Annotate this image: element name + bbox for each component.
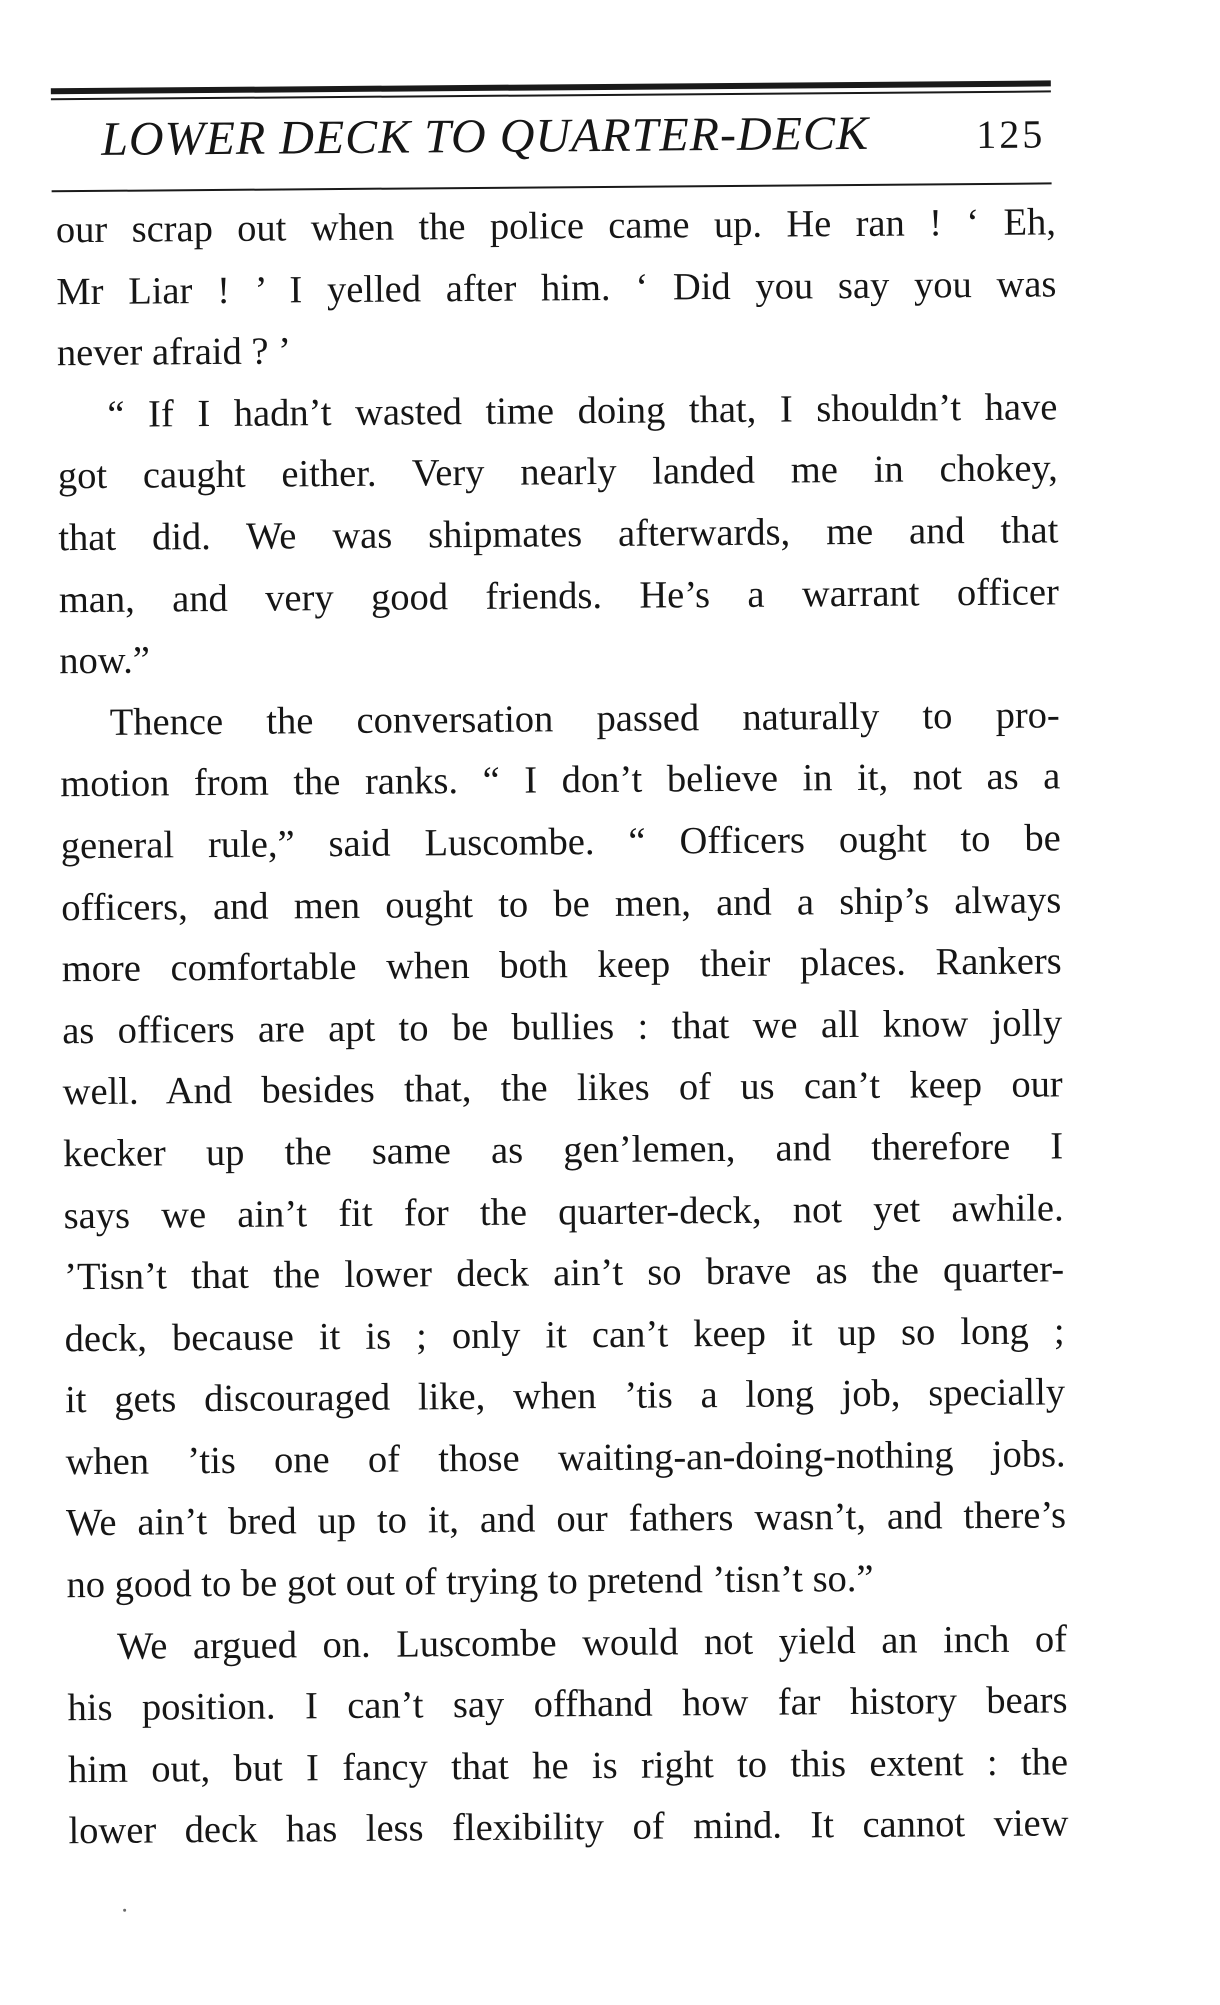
body-text — [56, 192, 1069, 1863]
text-line: general rule,” said Luscombe. “ Officers ought to be — [60, 817, 1061, 868]
text-line: We ain’t bred up to it, and our fathers wasn’t, and there’s — [65, 1494, 1067, 1545]
text-line: We argued on. Luscombe would not yield an inch of — [116, 1618, 1068, 1668]
text-line: got caught either. Very nearly landed me in chokey, — [57, 447, 1059, 498]
text-line: now.” — [59, 639, 151, 683]
text-line: no good to be got out of trying to pretend ’tisn’t so.” — [66, 1557, 874, 1607]
text-line: more comfortable when both keep their places. Rankers — [61, 940, 1062, 991]
header-rule-lower — [52, 182, 1052, 192]
text-line: that did. We was shipmates afterwards, me and that — [58, 509, 1059, 560]
text-line: says we ain’t fit for the quarter-deck, not yet awhile. — [63, 1186, 1064, 1237]
text-line: his position. I can’t say offhand how far history bears — [67, 1679, 1068, 1730]
text-line: as officers are apt to be bullies : that we all know jolly — [62, 1002, 1063, 1052]
text-line: Thence the conversation passed naturally to pro- — [109, 694, 1060, 744]
text-line: when ’tis one of those waiting-an-doing-nothing jobs. — [65, 1433, 1066, 1484]
page-number: 125 — [976, 111, 1046, 158]
text-line: Mr Liar ! ’ I yelled after him. ‘ Did you say you was — [56, 262, 1057, 313]
running-head — [53, 104, 1054, 182]
text-line: deck, because it is ; only it can’t keep it up so long ; — [64, 1310, 1065, 1360]
text-line: lower deck has less flexibility of mind. It cannot view — [68, 1802, 1069, 1853]
text-line: officers, and men ought to be men, and a ship’s always — [61, 878, 1062, 929]
text-line: ’Tisn’t that the lower deck ain’t so brave as the quarter- — [63, 1248, 1065, 1299]
text-line: him out, but I fancy that he is right to this extent : the — [67, 1741, 1069, 1792]
text-line: kecker up the same as gen’lemen, and therefore I — [63, 1125, 1064, 1176]
text-line: “ If I hadn’t wasted time doing that, I shouldn’t have — [107, 386, 1058, 436]
running-title: LOWER DECK TO QUARTER-DECK — [101, 106, 870, 166]
text-line: our scrap out when the police came up. He ran ! ‘ Eh, — [55, 201, 1057, 252]
text-line: man, and very good friends. He’s a warrant officer — [58, 570, 1059, 621]
text-line: it gets discouraged like, when ’tis a long job, specially — [64, 1371, 1066, 1422]
text-line: well. And besides that, the likes of us can’t keep our — [62, 1063, 1063, 1114]
paper-speck — [123, 1909, 126, 1912]
text-line: motion from the ranks. “ I don’t believe in it, not as a — [60, 755, 1061, 806]
text-line: never afraid ? ’ — [56, 330, 292, 375]
